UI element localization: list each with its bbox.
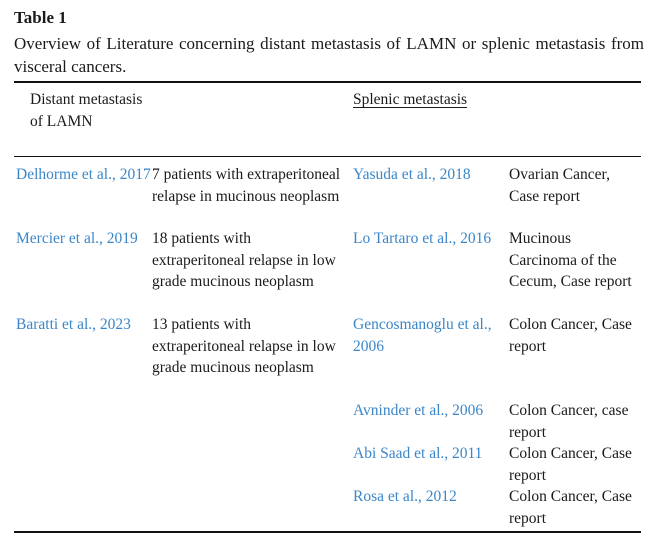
description-rosa: Colon Cancer, Case report (509, 488, 632, 527)
table-header-rule (14, 156, 641, 157)
header-distant-metastasis: Distant metastasis of LAMN (30, 91, 143, 130)
description-yasuda: Ovarian Cancer, Case report (509, 166, 610, 205)
ref-link-rosa[interactable]: Rosa et al., 2012 (353, 488, 457, 505)
ref-link-abi-saad[interactable]: Abi Saad et al., 2011 (353, 445, 483, 462)
ref-link-delhorme[interactable]: Delhorme et al., 2017 (16, 166, 151, 183)
ref-link-lo-tartaro[interactable]: Lo Tartaro et al., 2016 (353, 230, 492, 247)
table-caption: Overview of Literature concerning distant metastasis of LAMN or splenic metastasis from visceral cancers. (14, 34, 644, 76)
ref-link-baratti[interactable]: Baratti et al., 2023 (16, 316, 131, 333)
table-top-rule (14, 81, 641, 83)
ref-link-yasuda[interactable]: Yasuda et al., 2018 (353, 166, 471, 183)
description-abi-saad: Colon Cancer, Case report (509, 445, 632, 484)
header-splenic-label: Splenic metastasis (353, 91, 468, 108)
description-mercier: 18 patients with extraperitoneal relapse in low grade mucinous neoplasm (152, 230, 336, 290)
description-lo-tartaro: Mucinous Carcinoma of the Cecum, Case report (509, 230, 632, 290)
table-label: Table 1 (14, 8, 67, 27)
table-bottom-rule (14, 531, 641, 533)
ref-link-gencosmanoglu[interactable]: Gencosmanoglu et al., 2006 (353, 316, 492, 355)
description-delhorme: 7 patients with extraperitoneal relapse in mucinous neoplasm (152, 166, 341, 205)
ref-link-avninder[interactable]: Avninder et al., 2006 (353, 402, 484, 419)
description-avninder: Colon Cancer, case report (509, 402, 629, 441)
header-splenic-metastasis (353, 89, 467, 111)
description-gencosmanoglu: Colon Cancer, Case report (509, 316, 632, 355)
description-baratti: 13 patients with extraperitoneal relapse in low grade mucinous neoplasm (152, 316, 336, 376)
ref-link-mercier[interactable]: Mercier et al., 2019 (16, 230, 138, 247)
